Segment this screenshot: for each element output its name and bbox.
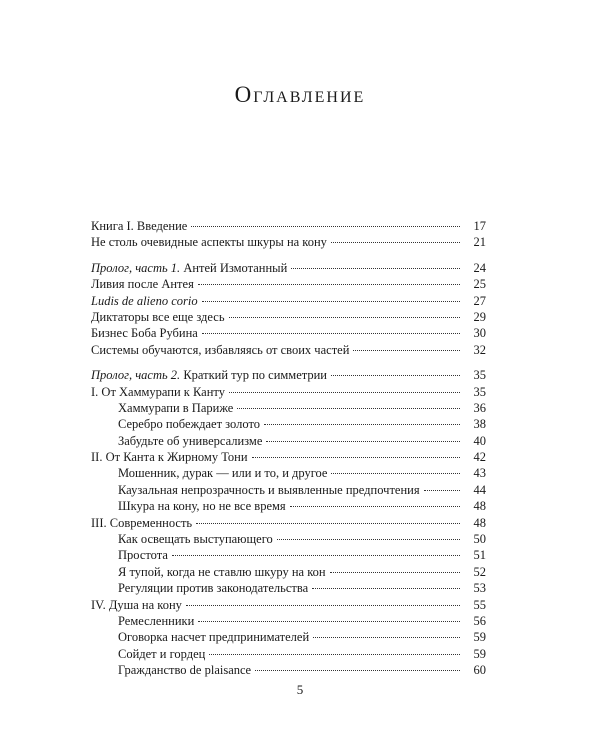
dot-leader [312, 588, 460, 589]
toc-page-number: 48 [473, 515, 486, 530]
toc-entry-title [91, 483, 420, 498]
dot-leader [266, 441, 460, 442]
toc-entry-text: Каузальная непрозрачность и выявленные предпочтения [118, 482, 420, 497]
dot-leader [196, 523, 460, 524]
toc-entry-italic-lead: Пролог, часть 2. [91, 368, 181, 383]
toc-entry[interactable] [91, 294, 486, 310]
toc-entry-text: Системы обучаются, избавляясь от своих частей [91, 342, 350, 357]
page-number: 5 [296, 682, 304, 697]
toc-entry-title [91, 235, 327, 250]
toc-entry[interactable] [91, 326, 486, 342]
toc-entry-title [91, 466, 327, 481]
dot-leader [331, 375, 460, 376]
dot-leader [424, 490, 460, 491]
toc-entry-title [91, 343, 349, 358]
toc-entry-italic-lead: Пролог, часть 1. [91, 260, 181, 275]
toc-entry-title [91, 647, 205, 662]
dot-leader [237, 408, 460, 409]
toc-entry-title [91, 326, 198, 341]
toc-page-number: 35 [473, 368, 486, 383]
toc-page-number: 59 [473, 630, 486, 645]
dot-leader [331, 473, 460, 474]
toc-entry-text: Оговорка насчет предпринимателей [118, 630, 310, 645]
toc-entry[interactable] [91, 598, 486, 614]
toc-page-number: 50 [473, 532, 486, 547]
toc-entry-title [91, 368, 327, 383]
toc-group [91, 219, 486, 252]
toc-page-number: 51 [473, 548, 486, 563]
toc-entry-title [91, 385, 225, 400]
toc-entry[interactable] [91, 385, 486, 401]
toc-entry-title [91, 581, 308, 596]
toc-entry-text: Книга I. Введение [91, 219, 188, 233]
toc-entry[interactable] [91, 434, 486, 450]
toc-entry[interactable] [91, 548, 486, 564]
dot-leader [202, 301, 460, 302]
toc-page-number: 36 [473, 400, 486, 415]
toc-page-number: 44 [473, 482, 486, 497]
toc-entry-title [91, 663, 251, 678]
dot-leader [277, 539, 460, 540]
toc-entry-title [91, 294, 198, 309]
toc-entry-text: Ремесленники [118, 613, 195, 628]
toc-page-number: 17 [473, 219, 486, 233]
toc-page-number: 32 [473, 342, 486, 357]
toc-page-number: 38 [473, 417, 486, 432]
toc-page-number: 40 [473, 433, 486, 448]
toc-entry[interactable] [91, 565, 486, 581]
dot-leader [353, 350, 460, 351]
dot-leader [264, 424, 460, 425]
toc-entry-title [91, 614, 194, 629]
toc-entry-text: Я тупой, когда не ставлю шкуру на кон [118, 564, 326, 579]
toc-page-number: 27 [473, 293, 486, 308]
toc-entry-text: Бизнес Боба Рубина [91, 326, 198, 341]
toc-entry[interactable] [91, 581, 486, 597]
toc-entry-title [91, 261, 287, 276]
toc-entry[interactable] [91, 630, 486, 646]
toc-group [91, 368, 486, 679]
toc-entry-text: Не столь очевидные аспекты шкуры на кону [91, 235, 327, 250]
dot-leader [186, 605, 460, 606]
toc-entry[interactable] [91, 277, 486, 293]
toc-entry-text: II. От Канта к Жирному Тони [91, 450, 248, 465]
dot-leader [229, 392, 460, 393]
dot-leader [198, 284, 460, 285]
toc-entry-text: Шкура на кону, но не все время [118, 499, 286, 514]
toc-entry[interactable] [91, 310, 486, 326]
toc-entry-text: Серебро побеждает золото [118, 417, 261, 432]
toc-page-number: 56 [473, 613, 486, 628]
toc-entry-text: Регуляции против законодательства [118, 581, 309, 596]
toc-entry[interactable] [91, 219, 486, 235]
dot-leader [291, 268, 460, 269]
toc-page-number: 43 [473, 466, 486, 481]
toc-entry[interactable] [91, 450, 486, 466]
toc-entry-title [91, 434, 262, 449]
toc-entry-title [91, 499, 286, 514]
dot-leader [252, 457, 460, 458]
toc-page-number: 42 [473, 450, 486, 465]
toc-page-number: 60 [473, 663, 486, 678]
toc-page-number: 35 [473, 384, 486, 399]
toc-entry[interactable] [91, 647, 486, 663]
toc-entry-title [91, 401, 233, 416]
toc-entry-title [91, 310, 225, 325]
toc-entry-text: Хаммурапи в Париже [118, 400, 234, 415]
toc-entry-title [91, 548, 168, 563]
toc-entry-text: Гражданство de plaisance [118, 663, 252, 678]
toc-entry-text: Как освещать выступающего [118, 532, 273, 547]
toc-entry[interactable] [91, 235, 486, 251]
toc-page-number: 53 [473, 581, 486, 596]
toc-page-number: 25 [473, 277, 486, 292]
toc-group [91, 261, 486, 359]
dot-leader [313, 637, 460, 638]
toc-page-number: 52 [473, 564, 486, 579]
dot-leader [331, 242, 460, 243]
dot-leader [172, 555, 460, 556]
toc-entry-text: Антей Измотанный [180, 260, 288, 275]
dot-leader [330, 572, 460, 573]
toc-entry-text: III. Современность [91, 515, 193, 530]
toc-entry-title [91, 598, 182, 613]
toc-page-number: 55 [473, 597, 486, 612]
dot-leader [209, 654, 460, 655]
toc-entry-italic-lead: Ludis de alieno corio [91, 293, 198, 308]
toc-entry[interactable] [91, 516, 486, 532]
toc-entry[interactable] [91, 532, 486, 548]
toc-entry-title [91, 532, 273, 547]
dot-leader [191, 226, 460, 227]
toc-entry-title [91, 630, 309, 645]
toc-page-number: 59 [473, 646, 486, 661]
toc-page-number: 48 [473, 499, 486, 514]
toc-entry[interactable] [91, 343, 486, 359]
toc-entry-text: Диктаторы все еще здесь [91, 309, 225, 324]
toc-entry[interactable] [91, 261, 486, 277]
toc-entry-title [91, 516, 192, 531]
toc-entry-title [91, 417, 260, 432]
toc-page-number: 30 [473, 326, 486, 341]
toc-entry-text: Простота [118, 548, 168, 563]
dot-leader [290, 506, 460, 507]
toc-page-number: 21 [473, 235, 486, 250]
toc-entry[interactable] [91, 466, 486, 482]
toc-entry-text: Мошенник, дурак — или и то, и другое [118, 466, 328, 481]
toc-entry[interactable] [91, 368, 486, 384]
toc-entry-title [91, 277, 194, 292]
toc-entry-title [91, 219, 187, 234]
toc-entry[interactable] [91, 417, 486, 433]
dot-leader [229, 317, 460, 318]
dot-leader [198, 621, 460, 622]
toc-entry-text: Краткий тур по симметрии [180, 368, 328, 383]
toc-entry-text: Ливия после Антея [91, 277, 194, 292]
toc-entry[interactable] [91, 614, 486, 630]
toc-entry[interactable] [91, 663, 486, 679]
toc-entry-text: IV. Душа на кону [91, 597, 182, 612]
toc-page-number: 24 [473, 260, 486, 275]
toc-entry[interactable] [91, 499, 486, 515]
toc-entry-title [91, 450, 248, 465]
dot-leader [255, 670, 460, 671]
toc-entry-text: Забудьте об универсализме [118, 433, 263, 448]
table-of-contents [91, 219, 486, 689]
page-title: Оглавление [234, 82, 366, 107]
toc-page-number: 29 [473, 309, 486, 324]
toc-entry[interactable] [91, 401, 486, 417]
dot-leader [202, 333, 460, 334]
toc-entry-text: I. От Хаммурапи к Канту [91, 384, 225, 399]
toc-entry-title [91, 565, 326, 580]
toc-entry-text: Сойдет и гордец [118, 646, 206, 661]
toc-entry[interactable] [91, 483, 486, 499]
